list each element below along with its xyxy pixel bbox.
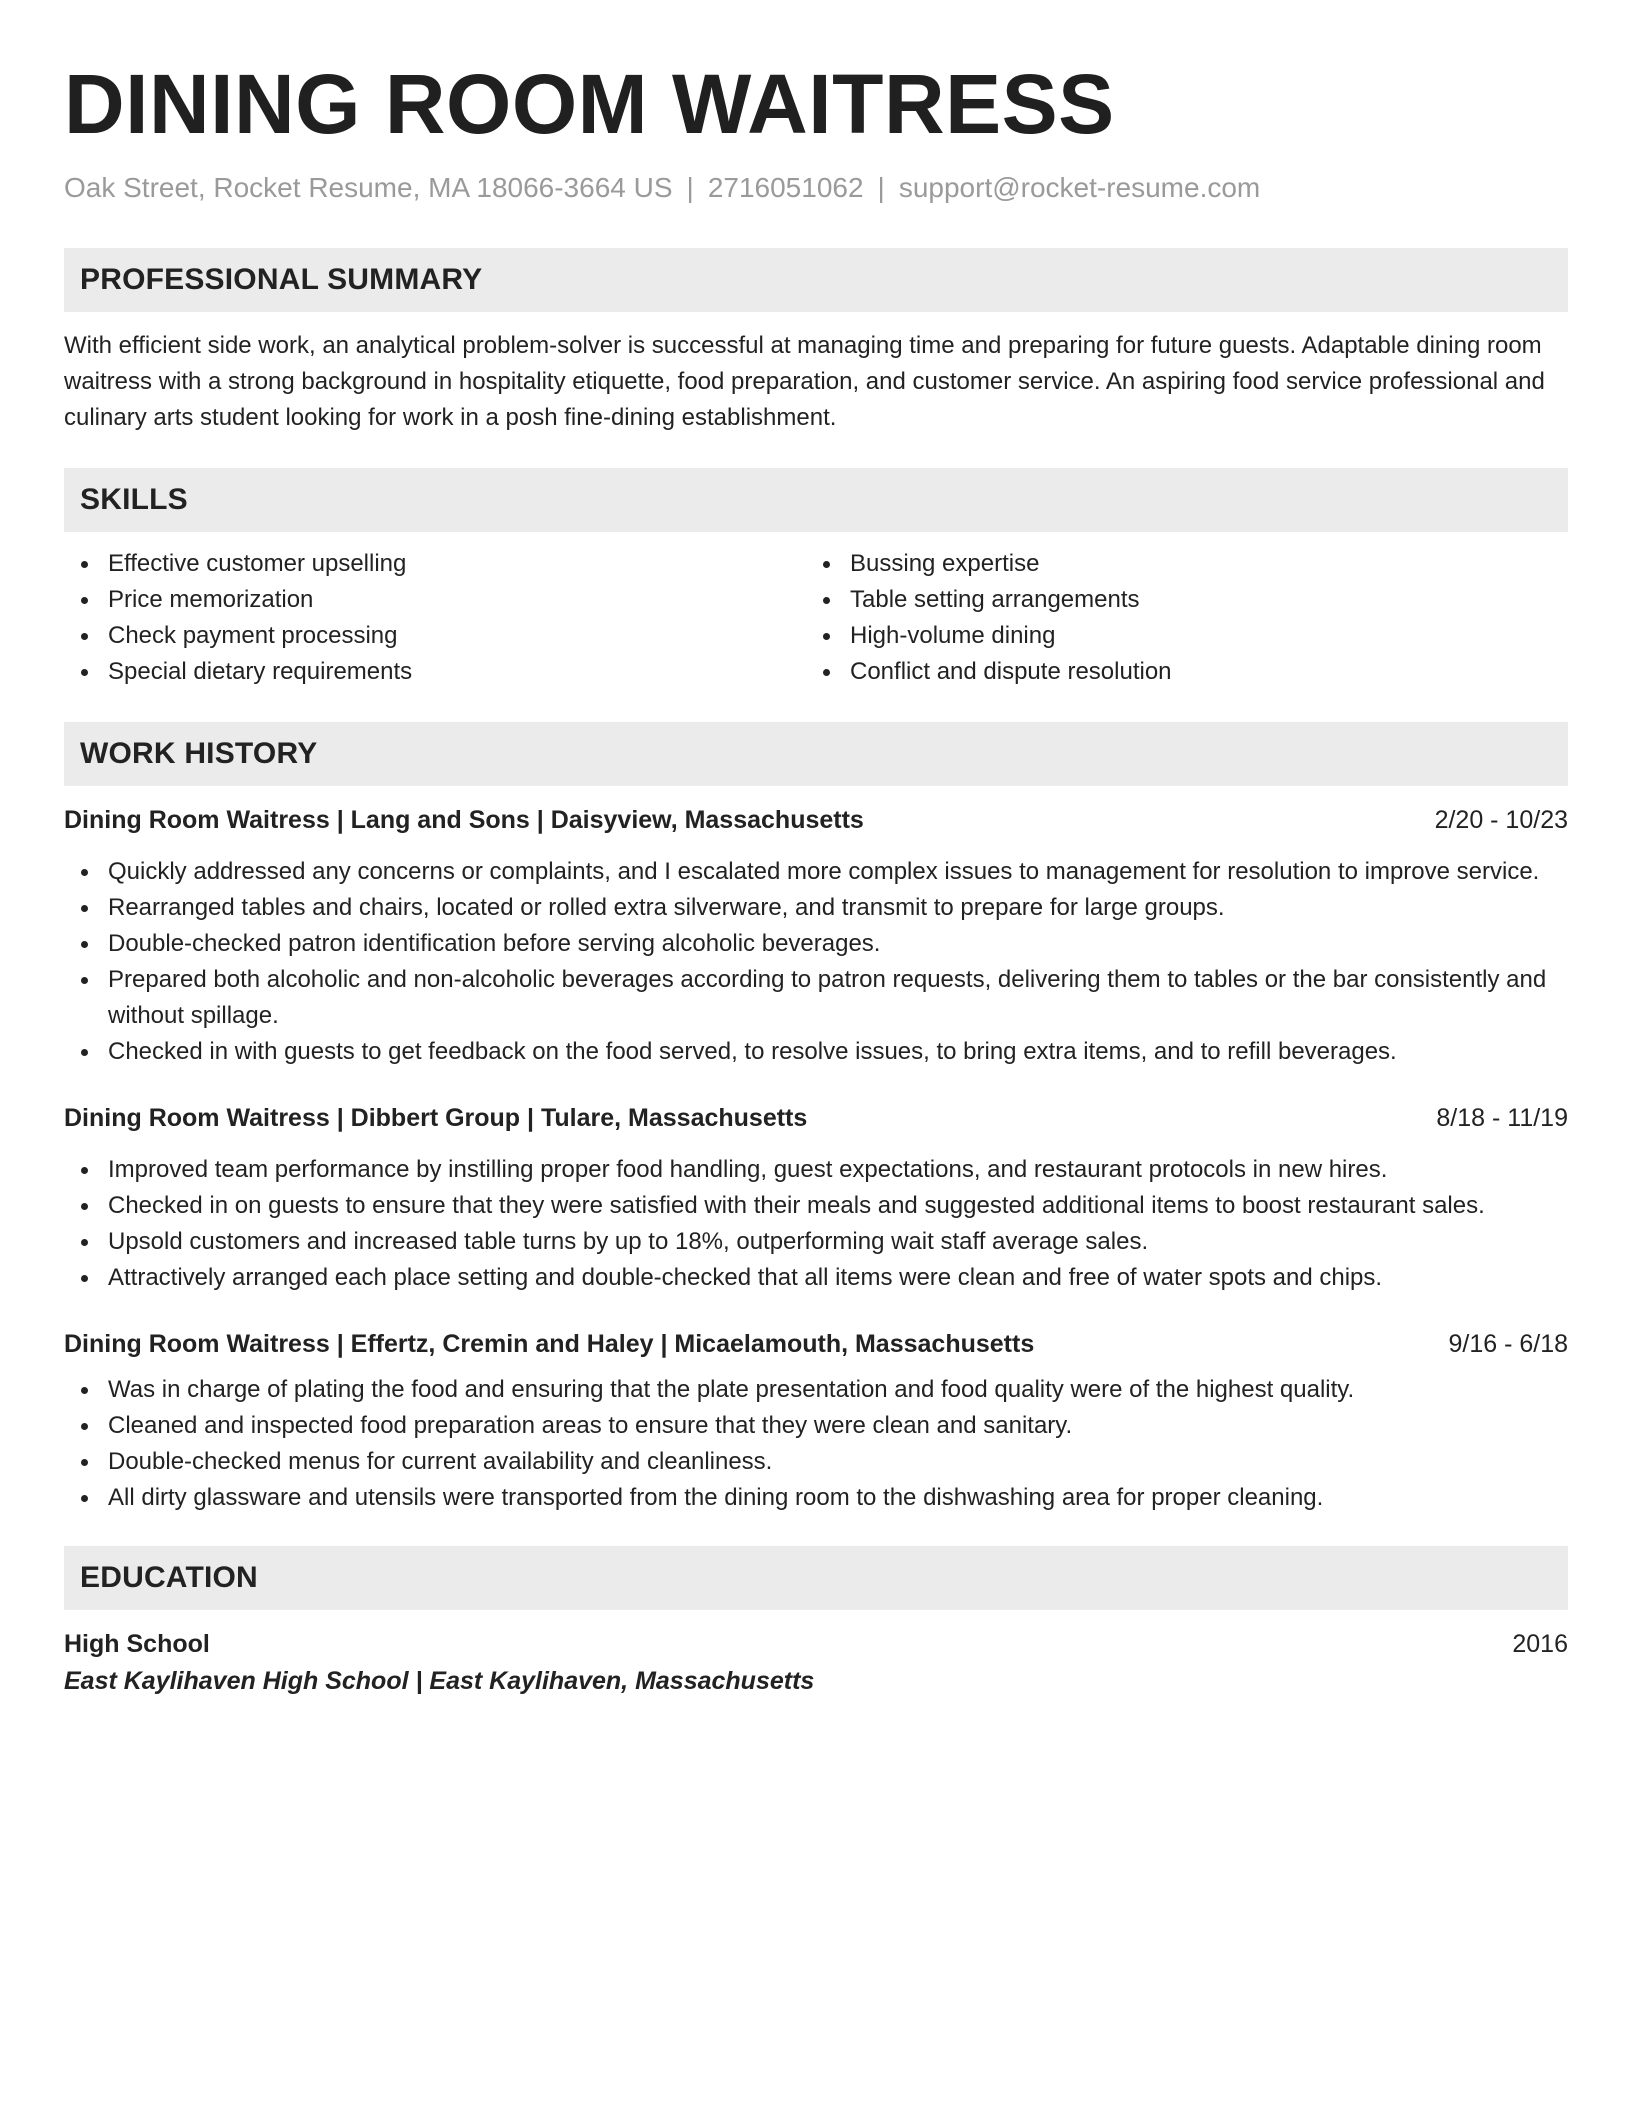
skill-item: Special dietary requirements — [64, 654, 806, 690]
contact-separator: | — [877, 172, 885, 203]
candidate-name: DINING ROOM WAITRESS — [64, 57, 1115, 151]
job-bullet: Quickly addressed any concerns or complaints, and I escalated more complex issues to management for resolution to improve service. — [64, 854, 1568, 890]
job-entry — [64, 802, 1568, 1070]
job-bullet: Prepared both alcoholic and non-alcoholic beverages according to patron requests, delivering them to tables or the bar consistently and without spillage. — [64, 962, 1568, 1034]
section-heading-summary: PROFESSIONAL SUMMARY — [64, 248, 1568, 312]
skill-item: Check payment processing — [64, 618, 806, 654]
job-dates: 8/18 - 11/19 — [1436, 1104, 1568, 1132]
contact-separator: | — [686, 172, 694, 203]
job-entry — [64, 1100, 1568, 1296]
skills-grid — [64, 546, 1568, 690]
education-degree: High School — [64, 1630, 210, 1658]
job-bullet: Was in charge of plating the food and ensuring that the plate presentation and food quality were of the highest quality. — [64, 1372, 1568, 1408]
job-header — [64, 1326, 1568, 1362]
job-header — [64, 1100, 1568, 1136]
job-bullet: Upsold customers and increased table turns by up to 18%, outperforming wait staff average sales. — [64, 1224, 1568, 1260]
job-bullet: Double-checked patron identification before serving alcoholic beverages. — [64, 926, 1568, 962]
skill-item: High-volume dining — [806, 618, 1548, 654]
job-bullet: Checked in on guests to ensure that they were satisfied with their meals and suggested additional items to boost restaurant sales. — [64, 1188, 1568, 1224]
skill-item: Table setting arrangements — [806, 582, 1548, 618]
skill-item: Effective customer upselling — [64, 546, 806, 582]
section-heading-work-history: WORK HISTORY — [64, 722, 1568, 786]
summary-text: With efficient side work, an analytical problem-solver is successful at managing time and preparing for future guests. Adaptable dining room waitress with a strong background in hospitality etiquette, food preparation, and customer service. An aspiring food service professional and culinary arts student looking for work in a posh fine-dining establishment. — [64, 332, 1545, 431]
skill-item: Conflict and dispute resolution — [806, 654, 1548, 690]
job-dates: 9/16 - 6/18 — [1448, 1330, 1568, 1358]
resume-page — [64, 0, 1568, 1700]
job-bullet: All dirty glassware and utensils were transported from the dining room to the dishwashing area for proper cleaning. — [64, 1480, 1568, 1516]
education-year: 2016 — [1512, 1630, 1568, 1658]
job-bullet: Improved team performance by instilling proper food handling, guest expectations, and restaurant protocols in new hires. — [64, 1152, 1568, 1188]
job-bullet: Attractively arranged each place setting and double-checked that all items were clean and free of water spots and chips. — [64, 1260, 1568, 1296]
section-heading-skills: SKILLS — [64, 468, 1568, 532]
skills-column-right — [806, 546, 1548, 690]
job-bullet: Double-checked menus for current availability and cleanliness. — [64, 1444, 1568, 1480]
job-bullet: Checked in with guests to get feedback on the food served, to resolve issues, to bring extra items, and to refill beverages. — [64, 1034, 1568, 1070]
education-school: East Kaylihaven High School | East Kaylihaven, Massachusetts — [64, 1667, 815, 1695]
contact-phone: 2716051062 — [707, 172, 864, 203]
job-dates: 2/20 - 10/23 — [1434, 806, 1568, 834]
skills-column-left — [64, 546, 806, 690]
job-entry — [64, 1326, 1568, 1516]
job-bullets — [64, 1372, 1568, 1516]
contact-line — [64, 170, 1568, 206]
skill-item: Price memorization — [64, 582, 806, 618]
job-bullet: Cleaned and inspected food preparation areas to ensure that they were clean and sanitary. — [64, 1408, 1568, 1444]
job-bullets — [64, 854, 1568, 1070]
skill-item: Bussing expertise — [806, 546, 1548, 582]
job-title: Dining Room Waitress | Effertz, Cremin and Haley | Micaelamouth, Massachusetts — [64, 1330, 1035, 1358]
job-bullet: Rearranged tables and chairs, located or rolled extra silverware, and transmit to prepare for large groups. — [64, 890, 1568, 926]
contact-email: support@rocket-resume.com — [898, 172, 1261, 203]
contact-address: Oak Street, Rocket Resume, MA 18066-3664 US — [64, 172, 673, 203]
job-title: Dining Room Waitress | Lang and Sons | Daisyview, Massachusetts — [64, 806, 864, 834]
job-header — [64, 802, 1568, 838]
education-header — [64, 1626, 1568, 1662]
job-bullets — [64, 1152, 1568, 1296]
section-heading-education: EDUCATION — [64, 1546, 1568, 1610]
job-title: Dining Room Waitress | Dibbert Group | Tulare, Massachusetts — [64, 1104, 808, 1132]
